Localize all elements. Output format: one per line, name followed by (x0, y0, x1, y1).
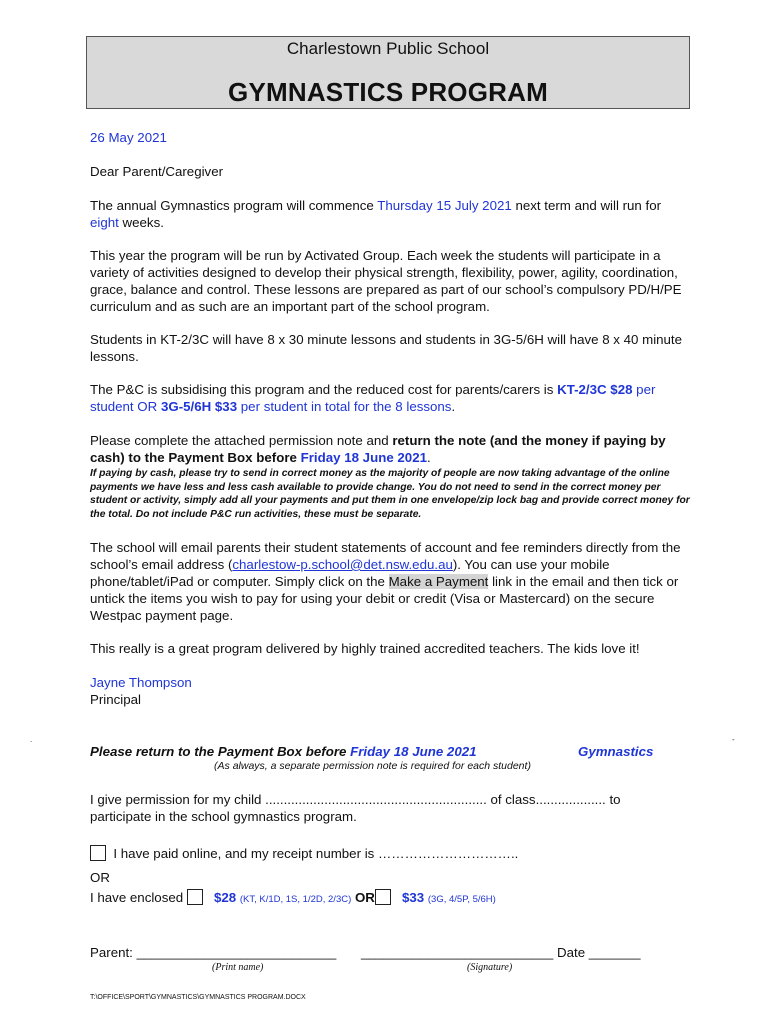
program-title: GYMNASTICS PROGRAM (228, 77, 548, 107)
paragraph-start-date: The annual Gymnastics program will commence Thursday 15 July 2021 next term and will run for eight weeks. (90, 198, 662, 230)
separate-note: (As always, a separate permission note is required for each student) (214, 760, 531, 772)
option-28-checkbox[interactable] (187, 889, 203, 905)
cash-payment-note: If paying by cash, please try to send in correct money as the majority of people are now taking advantage of the online payments we have less and less cash available to provide change. You do not need to send in the correct money per student or activity, simply add all your payments and put them in one envelope/zip lock bag and provide correct money for the total. Do not include P&C run activities, these must be separate. (90, 468, 690, 520)
paid-online-row (90, 845, 690, 862)
option-33-checkbox[interactable] (375, 889, 391, 905)
paragraph-program-details: This year the program will be run by Activated Group. Each week the students will participate in a variety of activities designed to develop their physical strength, flexibility, power, agility, coordination, grace, balance and control. These lessons are prepared as part of our school’s compulsory PD/H/PE curriculum and as such are an important part of the school program. (90, 248, 682, 314)
option-33-price: $33 (402, 890, 425, 905)
header-box (86, 36, 690, 109)
school-name: Charlestown Public School (286, 39, 490, 58)
enclosed-row: I have enclosed $28 (KT, K/1D, 1S, 1/2D, 2/3C) OR $33 (3G, 4/5P, 5/6H) (90, 890, 496, 905)
cut-mark-left: . (30, 735, 33, 744)
permission-line-2: participate in the school gymnastics program. (90, 809, 357, 824)
option-28-price: $28 (213, 890, 237, 905)
return-instruction: Please return to the Payment Box before Friday 18 June 2021 (90, 744, 477, 759)
price-kt: KT-2/3C $28 (557, 382, 633, 397)
paragraph-email-payments: The school will email parents their student statements of account and fee reminders directly from the school’s email address (charlestow-p.school@det.nsw.edu.au). You can use your mobile phone/tablet/iPad or computer. Simply click on the Make a Payment link in the email and then tick or untick the items you wish to pay for using your debit or credit (Visa or Mastercard) on the secure Westpac payment page. (90, 540, 681, 623)
signer-title: Principal (90, 692, 141, 707)
due-date: Friday 18 June 2021 (300, 450, 427, 465)
paragraph-closing: This really is a great program delivered by highly trained accredited teachers. The kids love it! (90, 641, 640, 656)
price-3g: 3G-5/6H $33 (160, 399, 238, 414)
school-email-link[interactable]: charlestow-p.school@det.nsw.edu.au (232, 557, 453, 572)
return-date: Friday 18 June 2021 (350, 744, 477, 759)
activity-label: Gymnastics (578, 744, 654, 759)
print-name-caption: (Print name) (212, 962, 264, 973)
paragraph-cost: The P&C is subsidising this program and the reduced cost for parents/carers is KT-2/3C $28 per student OR 3G-5/6H $33 per student in total for the 8 lessons. (90, 382, 656, 414)
paid-online-label: I have paid online, and my receipt number is ………………………….. (113, 846, 519, 861)
or-label: OR (90, 870, 110, 885)
date-line: Date _______ (557, 945, 641, 960)
option-28-classes: (KT, K/1D, 1S, 1/2D, 2/3C) (239, 894, 352, 905)
signature-caption: (Signature) (467, 962, 513, 973)
cut-mark-right: - (732, 735, 735, 744)
letter-date: 26 May 2021 (90, 130, 167, 145)
salutation: Dear Parent/Caregiver (90, 164, 224, 179)
option-33-classes: (3G, 4/5P, 5/6H) (427, 894, 496, 905)
file-path-footer: T:\OFFICE\SPORT\GYMNASTICS\GYMNASTICS PROGRAM.DOCX (90, 994, 306, 1001)
make-a-payment-link: Make a Payment (388, 574, 489, 589)
paid-online-checkbox[interactable] (90, 845, 106, 861)
paragraph-return-note: Please complete the attached permission note and return the note (and the money if paying by cash) to the Payment Box before Friday 18 June 2021. (90, 433, 666, 465)
parent-name-line: Parent: ___________________________ (90, 945, 337, 960)
signature-line: __________________________ (361, 945, 554, 960)
signer-name: Jayne Thompson (90, 675, 192, 690)
permission-line-1: I give permission for my child ............................................................ of class................... to (90, 792, 621, 807)
program-weeks: eight (90, 215, 119, 230)
start-date: Thursday 15 July 2021 (377, 198, 512, 213)
paragraph-lessons: Students in KT-2/3C will have 8 x 30 minute lessons and students in 3G-5/6H will have 8 x 40 minute lessons. (90, 332, 683, 364)
